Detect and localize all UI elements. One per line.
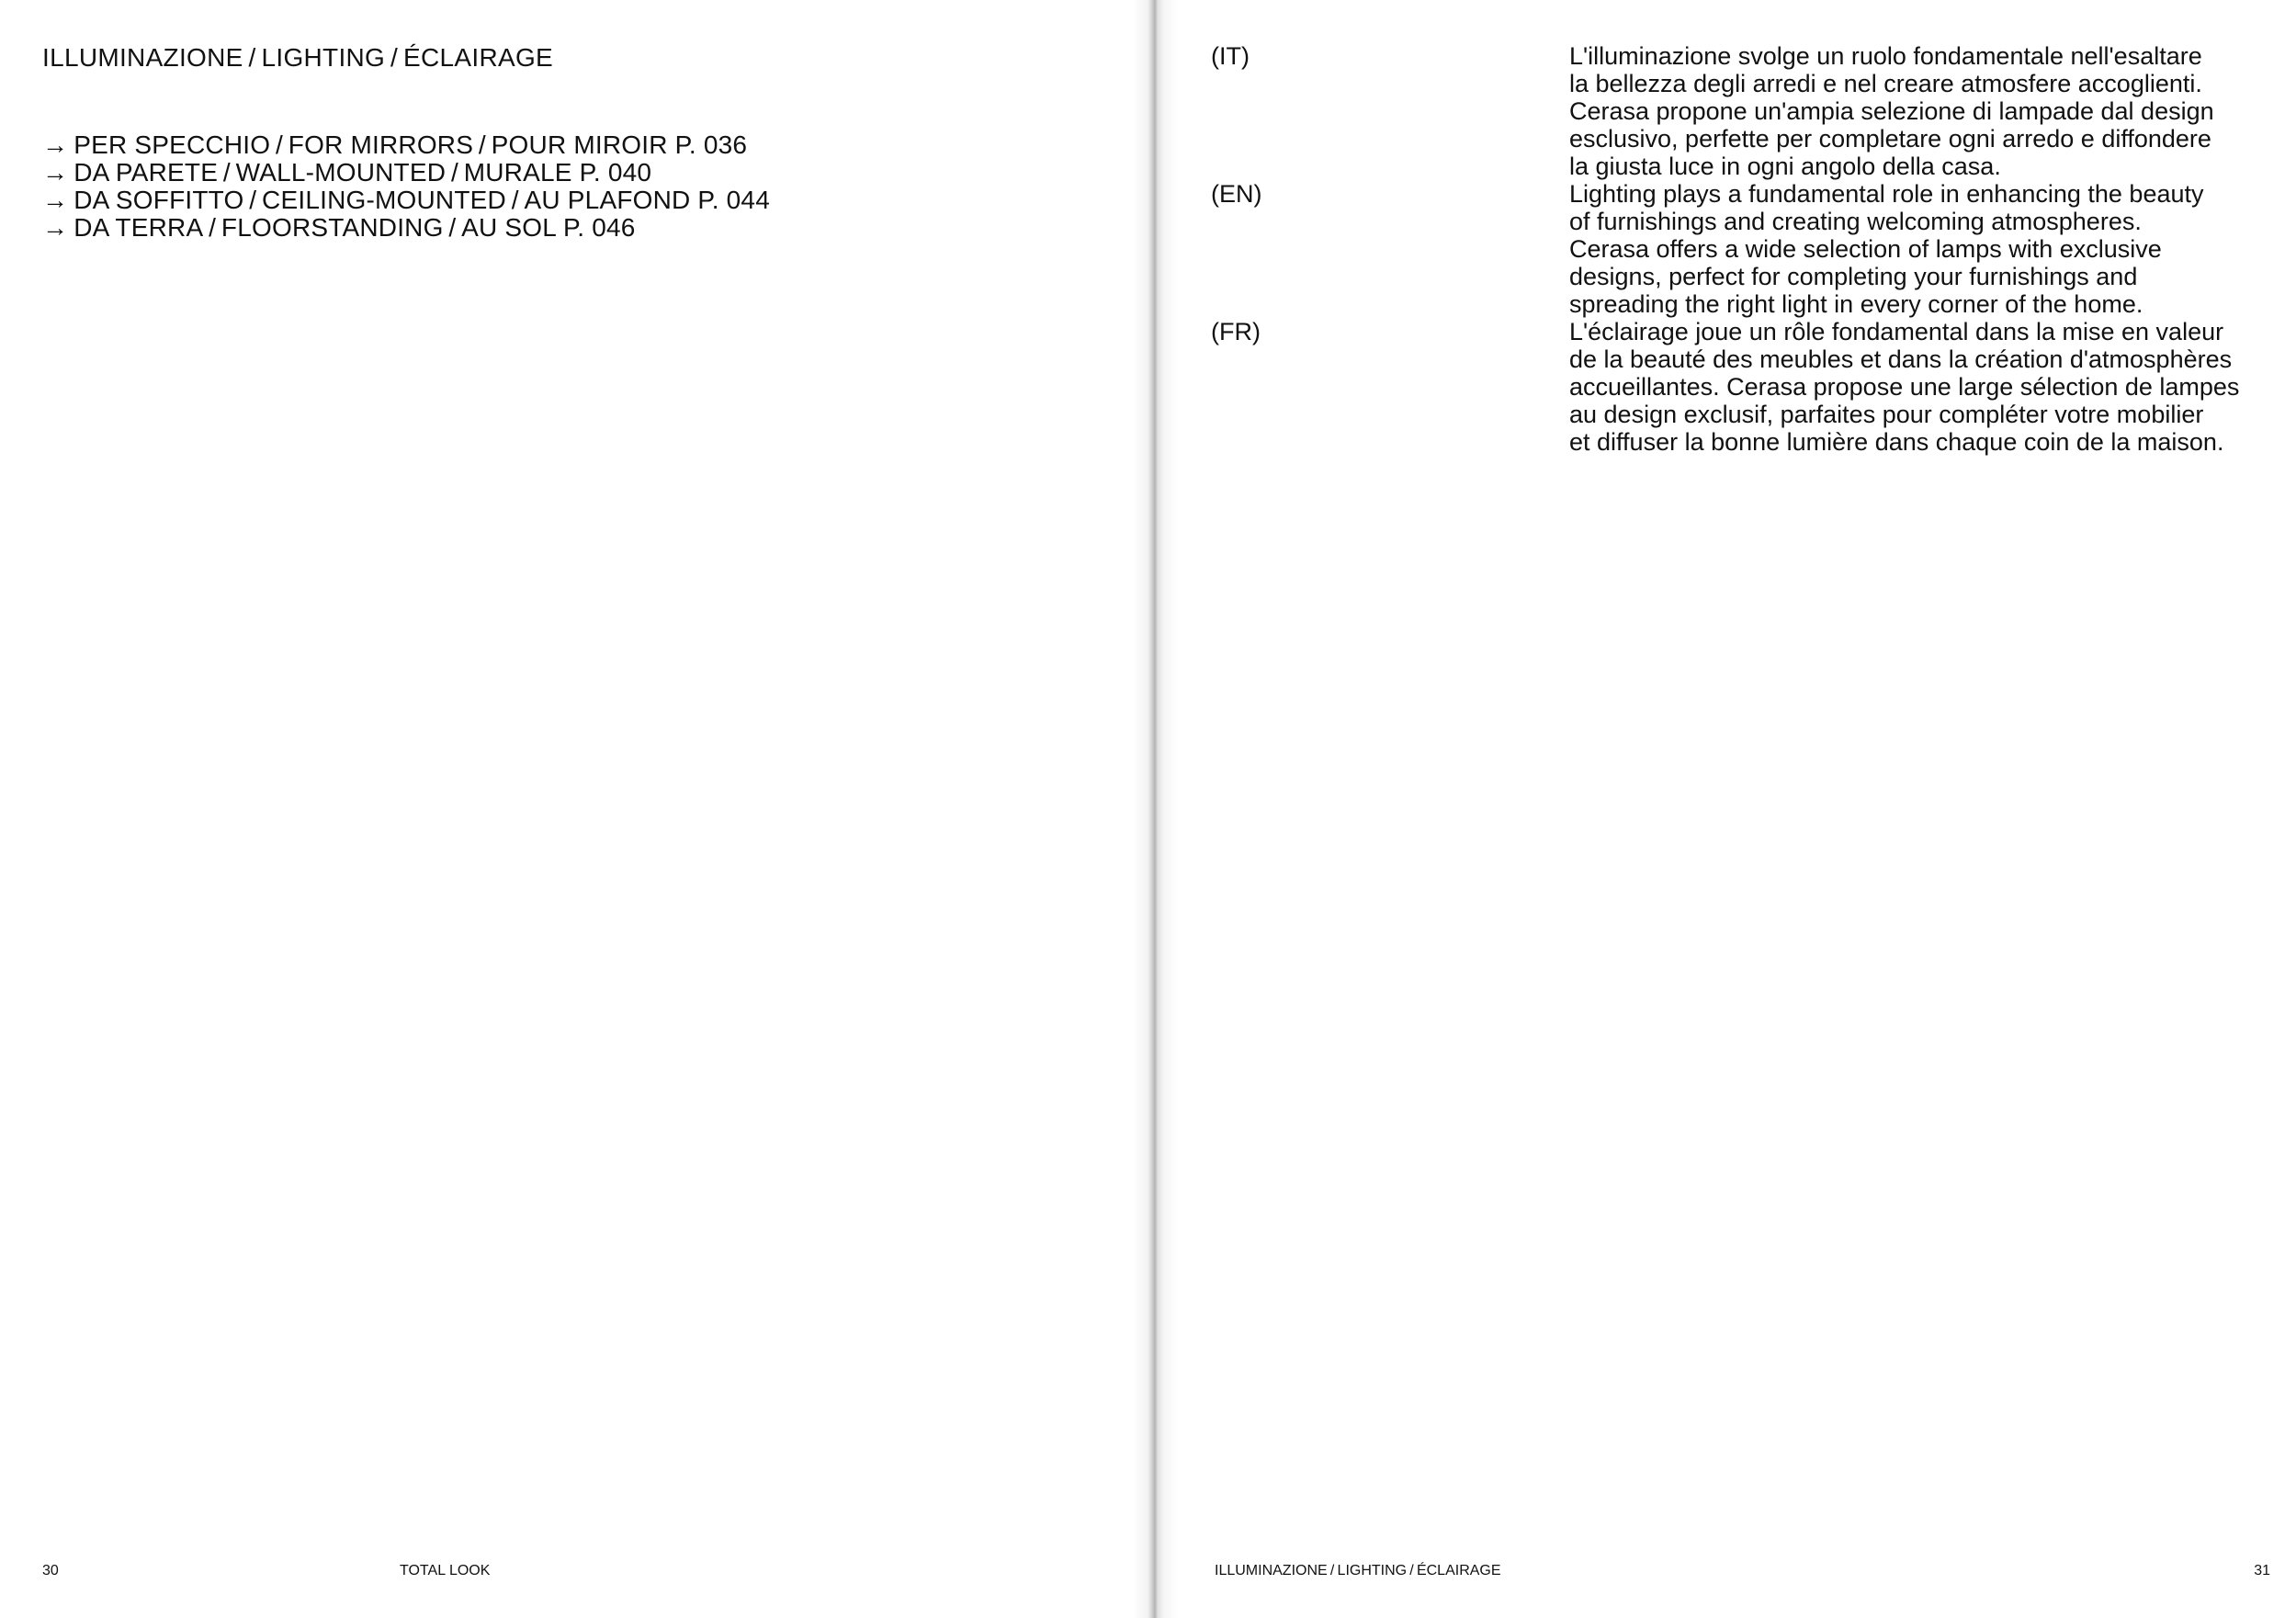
paragraph-line: Lighting plays a fundamental role in enhancing the beauty <box>1569 180 2204 208</box>
paragraph-fr <box>1569 318 2295 456</box>
toc-item-ceiling-mounted[interactable] <box>42 187 770 214</box>
footer-section-left: TOTAL LOOK <box>400 1563 491 1578</box>
toc-item-label: DA TERRA / FLOORSTANDING / AU SOL P. 046 <box>74 213 636 242</box>
toc-item-floorstanding[interactable] <box>42 214 770 242</box>
arrow-right-icon: → <box>42 186 69 214</box>
toc-item-label: DA SOFFITTO / CEILING-MOUNTED / AU PLAFOND P. 044 <box>74 186 770 214</box>
paragraph-line: la giusta luce in ogni angolo della casa. <box>1569 153 2001 180</box>
paragraph-line: L'éclairage joue un rôle fondamental dans la mise en valeur <box>1569 318 2224 345</box>
paragraph-en <box>1569 180 2295 318</box>
paragraph-line: L'illuminazione svolge un ruolo fondamentale nell'esaltare <box>1569 42 2202 70</box>
page-number-left: 30 <box>42 1563 59 1578</box>
arrow-right-icon: → <box>42 158 69 187</box>
paragraph-line: Cerasa propone un'ampia selezione di lampade dal design <box>1569 97 2214 125</box>
paragraph-line: spreading the right light in every corner of the home. <box>1569 290 2143 318</box>
paragraph-line: au design exclusif, parfaites pour compléter votre mobilier <box>1569 401 2204 428</box>
language-label-en: (EN) <box>1211 180 1262 208</box>
toc-item-wall-mounted[interactable] <box>42 159 770 187</box>
paragraph-line: esclusivo, perfette per completare ogni arredo e diffondere <box>1569 125 2211 153</box>
right-page <box>1150 0 2296 1618</box>
paragraph-line: of furnishings and creating welcoming atmospheres. <box>1569 208 2142 235</box>
paragraph-line: de la beauté des meubles et dans la création d'atmosphères <box>1569 345 2233 373</box>
arrow-right-icon: → <box>42 213 69 242</box>
language-label-fr: (FR) <box>1211 318 1261 345</box>
paragraph-line: designs, perfect for completing your furnishings and <box>1569 263 2138 290</box>
footer-section-right: ILLUMINAZIONE / LIGHTING / ÉCLAIRAGE <box>1215 1563 1501 1578</box>
paragraph-line: et diffuser la bonne lumière dans chaque coin de la maison. <box>1569 428 2224 456</box>
toc-item-label: DA PARETE / WALL-MOUNTED / MURALE P. 040 <box>74 158 652 187</box>
paragraph-line: la bellezza degli arredi e nel creare atmosfere accoglienti. <box>1569 70 2202 97</box>
language-label-it: (IT) <box>1211 42 1250 70</box>
paragraph-line: accueillantes. Cerasa propose une large sélection de lampes <box>1569 373 2240 401</box>
table-of-contents <box>42 131 770 242</box>
toc-item-label: PER SPECCHIO / FOR MIRRORS / POUR MIROIR P. 036 <box>74 130 748 159</box>
page-number-right: 31 <box>2254 1563 2270 1578</box>
section-title: ILLUMINAZIONE / LIGHTING / ÉCLAIRAGE <box>42 43 553 72</box>
toc-item-mirrors[interactable] <box>42 131 770 159</box>
paragraph-it <box>1569 42 2295 180</box>
arrow-right-icon: → <box>42 130 69 159</box>
paragraph-line: Cerasa offers a wide selection of lamps with exclusive <box>1569 235 2162 263</box>
